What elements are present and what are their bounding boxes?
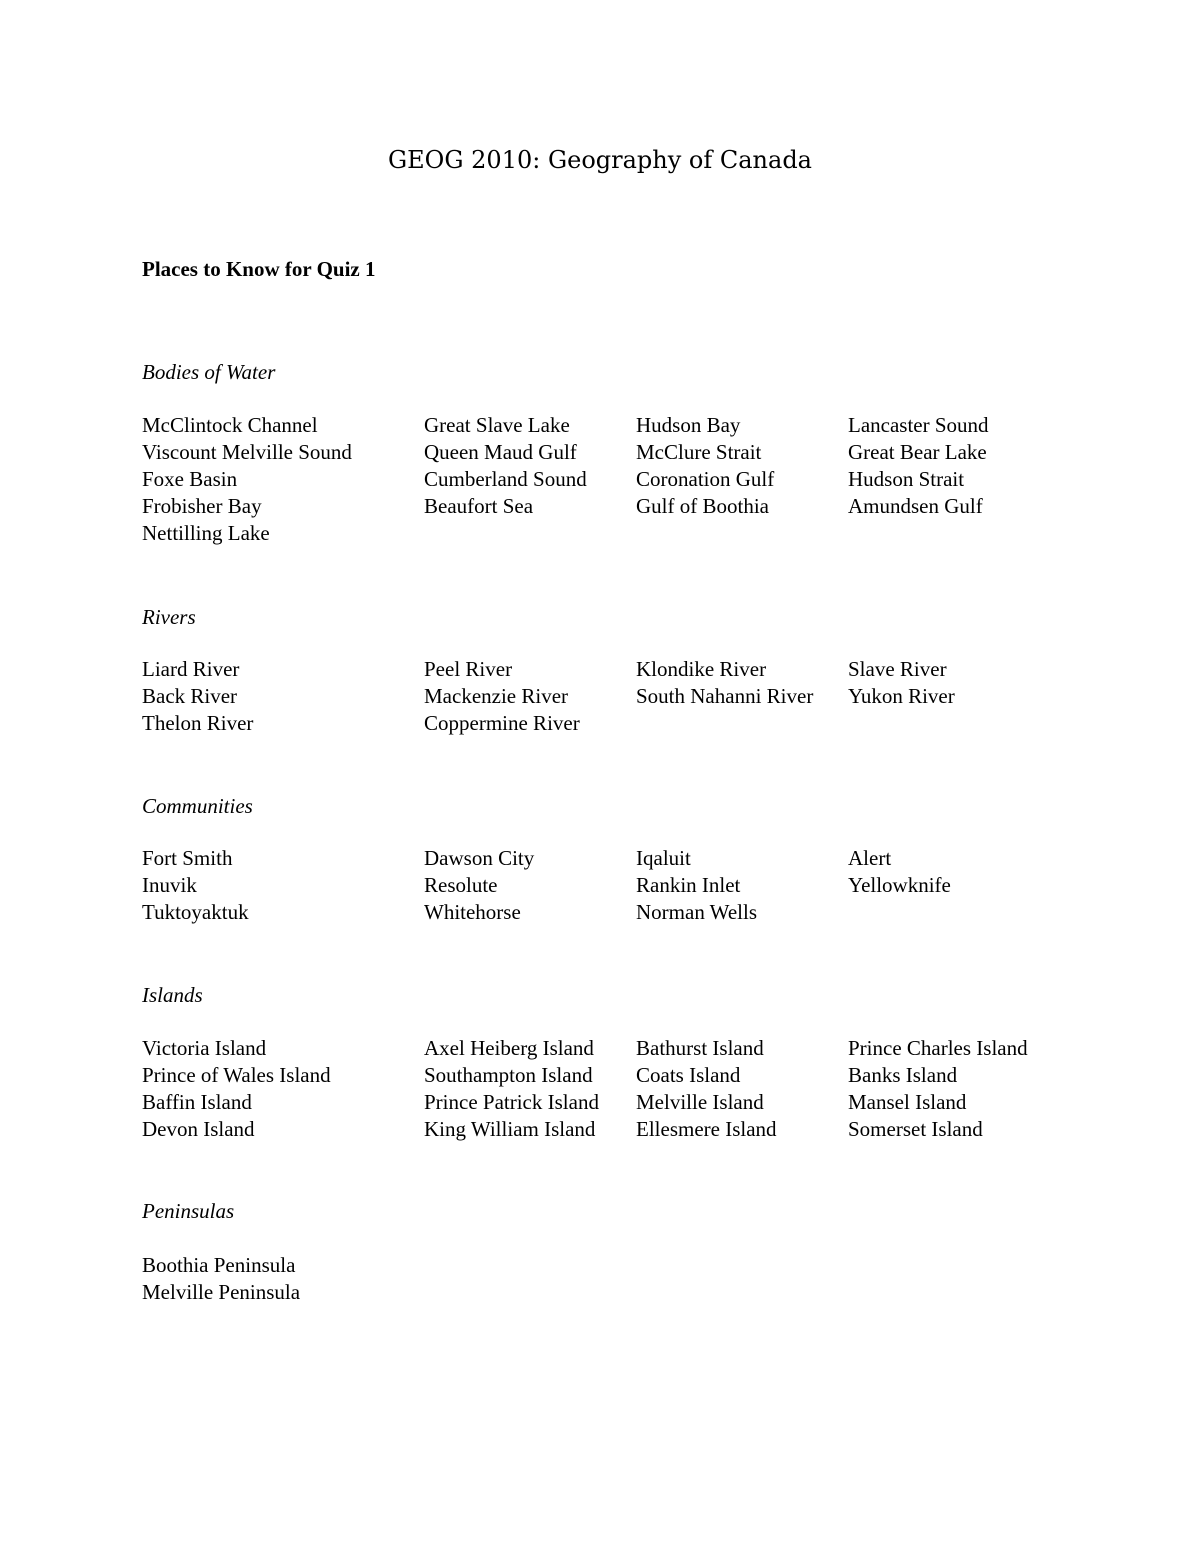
section-heading-islands: Islands (142, 983, 203, 1007)
islands-list (142, 1035, 1068, 1143)
place-name: Back River (142, 684, 238, 708)
place-name: Axel Heiberg Island (424, 1036, 594, 1060)
place-name: Hudson Bay (636, 413, 741, 437)
place-name (636, 710, 848, 737)
place-name (424, 1279, 636, 1306)
place-name: Gulf of Boothia (636, 494, 769, 518)
place-name: Inuvik (142, 873, 197, 897)
rivers-list (142, 656, 1068, 737)
place-name: Dawson City (424, 846, 535, 870)
place-name: Coronation Gulf (636, 467, 775, 491)
bodies-of-water-list (142, 412, 1068, 547)
page-title: GEOG 2010: Geography of Canada (387, 146, 812, 174)
place-name: Cumberland Sound (424, 467, 587, 491)
place-name (848, 1279, 1068, 1306)
place-name: Melville Island (636, 1090, 764, 1114)
place-name (848, 1252, 1068, 1279)
place-name: Klondike River (636, 657, 767, 681)
place-name: Baffin Island (142, 1090, 252, 1114)
place-name: Peel River (424, 657, 513, 681)
place-name (636, 1252, 848, 1279)
place-name: Alert (848, 846, 892, 870)
place-name: Frobisher Bay (142, 494, 262, 518)
place-name: Thelon River (142, 711, 254, 735)
place-name: Mansel Island (848, 1090, 967, 1114)
place-name: Melville Peninsula (142, 1280, 301, 1304)
place-name: Viscount Melville Sound (142, 440, 352, 464)
place-name (636, 520, 848, 547)
section-heading-peninsulas: Peninsulas (142, 1199, 235, 1223)
place-name: South Nahanni River (636, 684, 814, 708)
place-name: Norman Wells (636, 900, 757, 924)
place-name: Lancaster Sound (848, 413, 989, 437)
place-name: Great Slave Lake (424, 413, 570, 437)
communities-list (142, 845, 1068, 926)
place-name: Resolute (424, 873, 498, 897)
place-name: Coats Island (636, 1063, 741, 1087)
place-name: Queen Maud Gulf (424, 440, 577, 464)
section-heading-communities: Communities (142, 794, 253, 818)
place-name (848, 520, 1068, 547)
place-name (424, 520, 636, 547)
place-name: Liard River (142, 657, 240, 681)
place-name: Beaufort Sea (424, 494, 534, 518)
place-name (424, 1252, 636, 1279)
quiz-subtitle: Places to Know for Quiz 1 (142, 257, 376, 281)
place-name: Ellesmere Island (636, 1117, 777, 1141)
place-name: Yellowknife (848, 873, 951, 897)
place-name: Amundsen Gulf (848, 494, 983, 518)
place-name: McClintock Channel (142, 413, 318, 437)
place-name (636, 1279, 848, 1306)
place-name: McClure Strait (636, 440, 762, 464)
place-name: Prince Patrick Island (424, 1090, 599, 1114)
place-name: Fort Smith (142, 846, 233, 870)
place-name (848, 710, 1068, 737)
peninsulas-list (142, 1252, 1068, 1306)
place-name: Tuktoyaktuk (142, 900, 249, 924)
place-name: Hudson Strait (848, 467, 965, 491)
place-name: King William Island (424, 1117, 596, 1141)
place-name: Iqaluit (636, 846, 691, 870)
place-name: Great Bear Lake (848, 440, 987, 464)
place-name: Boothia Peninsula (142, 1253, 296, 1277)
place-name: Coppermine River (424, 711, 580, 735)
place-name: Nettilling Lake (142, 521, 270, 545)
place-name: Southampton Island (424, 1063, 593, 1087)
place-name: Whitehorse (424, 900, 521, 924)
place-name (848, 899, 1068, 926)
place-name: Prince of Wales Island (142, 1063, 331, 1087)
place-name: Devon Island (142, 1117, 255, 1141)
place-name: Prince Charles Island (848, 1036, 1028, 1060)
place-name: Bathurst Island (636, 1036, 764, 1060)
place-name: Victoria Island (142, 1036, 267, 1060)
section-heading-rivers: Rivers (142, 605, 196, 629)
place-name: Foxe Basin (142, 467, 238, 491)
place-name: Mackenzie River (424, 684, 569, 708)
place-name: Yukon River (848, 684, 955, 708)
section-heading-bodies-of-water: Bodies of Water (142, 360, 276, 384)
place-name: Banks Island (848, 1063, 958, 1087)
place-name: Slave River (848, 657, 947, 681)
place-name: Somerset Island (848, 1117, 983, 1141)
place-name: Rankin Inlet (636, 873, 741, 897)
